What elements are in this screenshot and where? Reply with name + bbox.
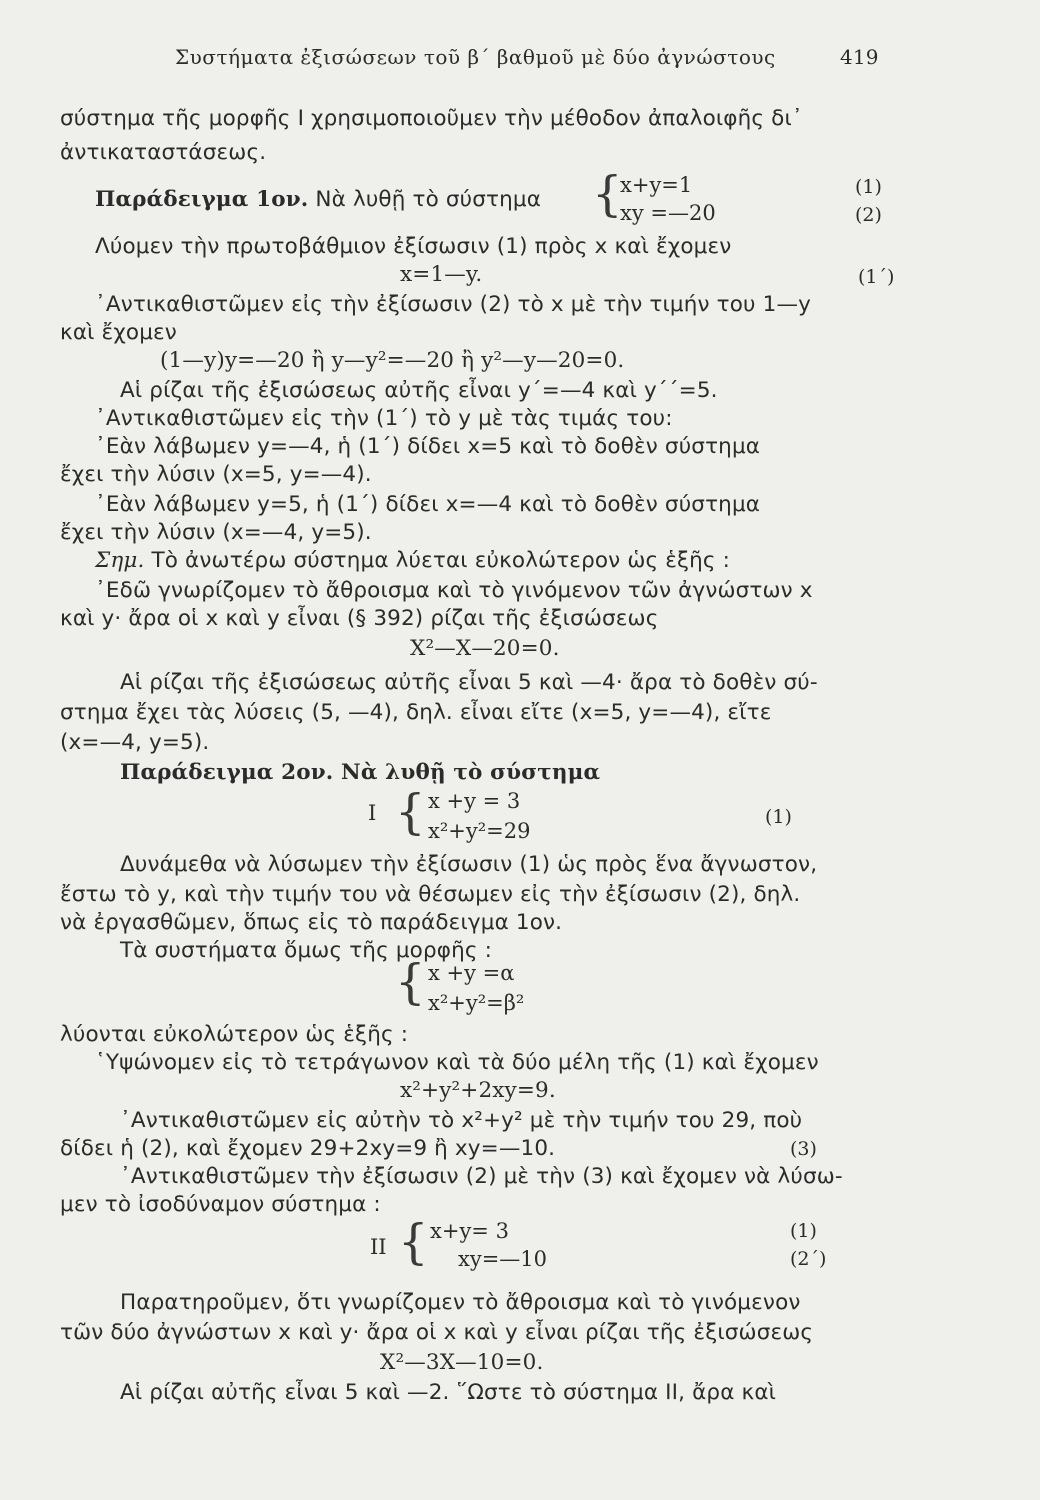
text-line: τῶν δύο ἀγνώστων x καὶ y· ἄρα οἱ x καὶ y εἶναι ρίζαι τῆς ἐξισώσεως xyxy=(60,1320,814,1345)
text-line: ἔστω τὸ y, καὶ τὴν τιμήν του νὰ θέσωμεν εἰς τὴν ἐξίσωσιν (2), δηλ. xyxy=(60,882,801,907)
text-line: νὰ ἐργασθῶμεν, ὅπως εἰς τὸ παράδειγμα 1ον. xyxy=(60,910,563,935)
text-line: ᾽Αντικαθιστῶμεν τὴν ἐξίσωσιν (2) μὲ τὴν (3) καὶ ἔχομεν νὰ λύσω- xyxy=(120,1164,843,1189)
system-1-ref2: (2) xyxy=(855,204,882,226)
equation-ref: (1΄) xyxy=(858,266,895,288)
system-3-eq1: x +y =α xyxy=(428,961,515,985)
system-2-ref: (1) xyxy=(765,806,792,828)
text-line: Τὰ συστήματα ὅμως τῆς μορφῆς : xyxy=(120,938,493,963)
note-text: Τὸ ἀνωτέρω σύστημα λύεται εὐκολώτερον ὡς ἑξῆς : xyxy=(151,548,731,573)
system-4-ref2: (2΄) xyxy=(790,1248,827,1270)
equation: (1—y)y=—20 ἢ y—y²=—20 ἢ y²—y—20=0. xyxy=(160,348,625,373)
system-brace: { xyxy=(395,954,426,1010)
example-1-heading xyxy=(95,187,541,213)
text-line: ῾Υψώνομεν εἰς τὸ τετράγωνον καὶ τὰ δύο μέλη τῆς (1) καὶ ἔχομεν xyxy=(95,1050,819,1075)
text-line: στημα ἔχει τὰς λύσεις (5, —4), δηλ. εἶναι εἴτε (x=5, y=—4), εἴτε xyxy=(60,700,772,725)
example-1-title: Παράδειγμα 1ον. xyxy=(95,187,309,212)
system-4-label: ΙΙ xyxy=(370,1235,387,1259)
system-1-ref1: (1) xyxy=(855,176,882,198)
text-line: δίδει ἡ (2), καὶ ἔχομεν 29+2xy=9 ἢ xy=—10. xyxy=(60,1136,556,1161)
system-4-ref1: (1) xyxy=(790,1220,817,1242)
example-2-heading: Παράδειγμα 2ον. Νὰ λυθῇ τὸ σύστημα xyxy=(120,760,601,785)
system-4-eq1: x+y= 3 xyxy=(430,1219,509,1243)
text-line: (x=—4, y=5). xyxy=(60,730,210,755)
text-line: Αἱ ρίζαι αὐτῆς εἶναι 5 καὶ —2. ῞Ωστε τὸ σύστημα ΙΙ, ἄρα καὶ xyxy=(120,1380,777,1405)
example-1-text: Νὰ λυθῇ τὸ σύστημα xyxy=(315,187,542,212)
text-line: ἔχει τὴν λύσιν (x=—4, y=5). xyxy=(60,520,372,545)
text-line: Παρατηροῦμεν, ὅτι γνωρίζομεν τὸ ἄθροισμα καὶ τὸ γινόμενον xyxy=(120,1290,801,1315)
text-line: ᾽Αντικαθιστῶμεν εἰς αὐτὴν τὸ x²+y² μὲ τὴν τιμήν του 29, ποὺ xyxy=(120,1108,803,1133)
text-line: λύονται εὐκολώτερον ὡς ἑξῆς : xyxy=(60,1022,409,1047)
system-2-label: Ι xyxy=(368,801,377,825)
text-line: καὶ y· ἄρα οἱ x καὶ y εἶναι (§ 392) ρίζαι τῆς ἐξισώσεως xyxy=(60,606,659,631)
system-brace: { xyxy=(395,784,426,840)
system-2-eq2: x²+y²=29 xyxy=(428,819,531,843)
equation: X²—3X—10=0. xyxy=(380,1350,544,1375)
text-line: ᾽Εὰν λάβωμεν y=—4, ἡ (1΄) δίδει x=5 καὶ τὸ δοθὲν σύστημα xyxy=(95,434,761,459)
text-line: ᾽Αντικαθιστῶμεν εἰς τὴν ἐξίσωσιν (2) τὸ x μὲ τὴν τιμήν του 1—y xyxy=(95,292,811,317)
text-line: ᾽Εὰν λάβωμεν y=5, ἡ (1΄) δίδει x=—4 καὶ τὸ δοθὲν σύστημα xyxy=(95,492,761,517)
text-line: μεν τὸ ἰσοδύναμον σύστημα : xyxy=(60,1192,381,1217)
system-brace: { xyxy=(592,166,623,222)
running-title: Συστήματα ἐξισώσεων τοῦ β΄ βαθμοῦ μὲ δύο ἀγνώστους xyxy=(175,45,776,69)
text-line: ᾽Εδῶ γνωρίζομεν τὸ ἄθροισμα καὶ τὸ γινόμενον τῶν ἀγνώστων x xyxy=(95,578,813,603)
note-abbreviation: Σημ. xyxy=(95,548,145,573)
system-brace: { xyxy=(398,1214,429,1270)
text-line: ᾽Αντικαθιστῶμεν εἰς τὴν (1΄) τὸ y μὲ τὰς τιμάς του: xyxy=(95,406,673,431)
text-line: καὶ ἔχομεν xyxy=(60,320,177,345)
equation-ref: (3) xyxy=(790,1138,817,1160)
text-line: Δυνάμεθα νὰ λύσωμεν τὴν ἐξίσωσιν (1) ὡς πρὸς ἕνα ἄγνωστον, xyxy=(120,852,818,877)
text-line: Λύομεν τὴν πρωτοβάθμιον ἐξίσωσιν (1) πρὸς x καὶ ἔχομεν xyxy=(95,234,732,259)
equation: x²+y²+2xy=9. xyxy=(400,1078,556,1103)
system-2-eq1: x +y = 3 xyxy=(428,789,521,813)
system-1-eq2: xy =—20 xyxy=(620,201,716,225)
text-line: Αἱ ρίζαι τῆς ἐξισώσεως αὐτῆς εἶναι y΄=—4 καὶ y΄΄=5. xyxy=(120,378,718,403)
system-3-eq2: x²+y²=β² xyxy=(428,991,525,1015)
text-line: ἀντικαταστάσεως. xyxy=(60,140,267,165)
text-line: ἔχει τὴν λύσιν (x=5, y=—4). xyxy=(60,462,372,487)
text-line: Αἱ ρίζαι τῆς ἐξισώσεως αὐτῆς εἶναι 5 καὶ —4· ἄρα τὸ δοθὲν σύ- xyxy=(120,670,818,695)
text-line: σύστημα τῆς μορφῆς Ι χρησιμοποιοῦμεν τὴν μέθοδον ἀπαλοιφῆς δι᾽ xyxy=(60,106,803,131)
system-4-eq2: xy=—10 xyxy=(458,1247,548,1271)
page-number: 419 xyxy=(840,45,879,69)
equation: X²—X—20=0. xyxy=(410,636,560,661)
system-1-eq1: x+y=1 xyxy=(620,173,693,197)
note-line xyxy=(95,548,730,574)
equation: x=1—y. xyxy=(400,262,483,287)
